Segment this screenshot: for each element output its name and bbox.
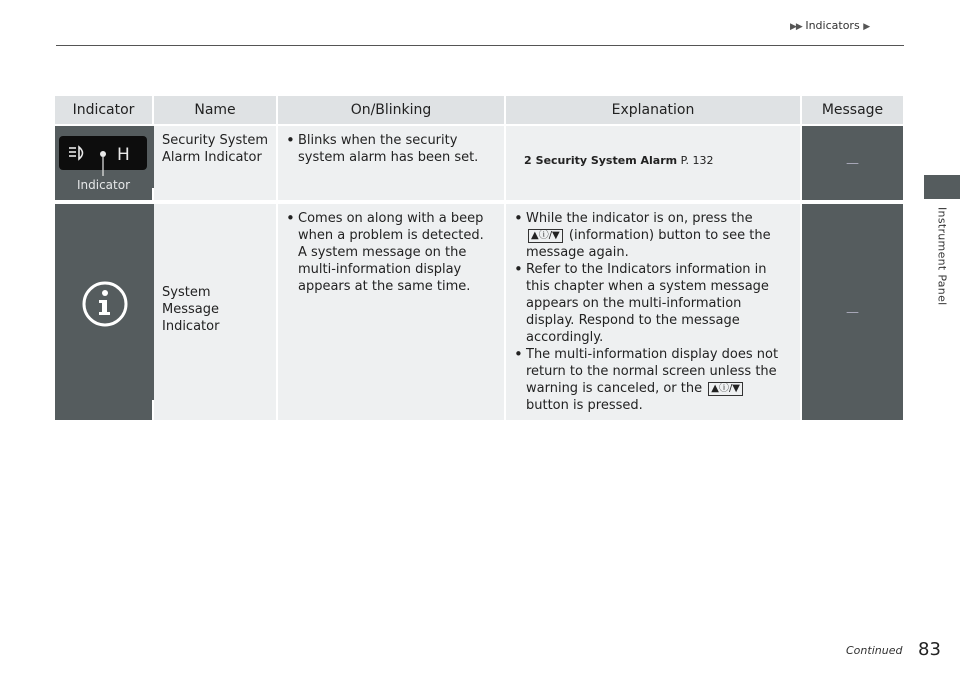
col-header-on-blinking: On/Blinking (278, 96, 506, 126)
breadcrumb-label: Indicators (805, 19, 860, 32)
list-item: • While the indicator is on, press the ▲ⓘ/▼ (information) button to see the message again. (514, 210, 792, 261)
message-cell: — (802, 126, 903, 204)
info-button-icon: ▲ⓘ/▼ (708, 382, 743, 396)
page-reference-link[interactable] (514, 152, 792, 169)
list-item: • Comes on along with a beep when a problem is detected. A system message on the multi-information display appears at the same time. (286, 210, 496, 295)
header-rule (56, 45, 904, 46)
arrow-right-icon: ▶ (863, 22, 870, 32)
double-arrow-icon: ▶▶ (790, 22, 802, 32)
on-blinking-cell (278, 204, 506, 424)
reference-arrow-icon: 2 (524, 154, 532, 167)
continued-note: Continued (846, 644, 903, 657)
explanation-cell (506, 204, 802, 424)
svg-text:H: H (117, 145, 130, 165)
breadcrumb (790, 19, 869, 32)
table-row (55, 126, 903, 204)
col-header-explanation: Explanation (506, 96, 802, 126)
table-row (55, 204, 903, 424)
explanation-cell (506, 126, 802, 204)
reference-title: Security System Alarm (535, 154, 678, 167)
indicator-cell (55, 126, 154, 204)
chapter-tab-marker (924, 175, 960, 199)
list-item: • Blinks when the security system alarm has been set. (286, 132, 496, 166)
info-indicator-icon (55, 204, 154, 400)
col-header-name: Name (154, 96, 278, 126)
name-cell: System Message Indicator (154, 204, 278, 424)
list-item: • Refer to the Indicators information in this chapter when a system message appears on the multi-information display. Respond to the message accordingly. (514, 261, 792, 346)
reference-page: P. 132 (680, 154, 714, 167)
info-button-icon: ▲ⓘ/▼ (528, 229, 563, 243)
indicator-table (55, 96, 903, 424)
name-cell: Security System Alarm Indicator (154, 126, 278, 204)
col-header-message: Message (802, 96, 903, 126)
col-header-indicator: Indicator (55, 96, 154, 126)
chapter-tab-label: Instrument Panel (935, 207, 949, 306)
message-cell: — (802, 204, 903, 424)
on-blinking-cell (278, 126, 506, 204)
list-item: • The multi-information display does not return to the normal screen unless the warning is canceled, or the ▲ⓘ/▼ button is pressed. (514, 346, 792, 414)
indicator-cell (55, 204, 154, 424)
page-number: 83 (918, 639, 941, 660)
table-header-row (55, 96, 903, 126)
indicator-caption: Indicator (76, 178, 131, 192)
